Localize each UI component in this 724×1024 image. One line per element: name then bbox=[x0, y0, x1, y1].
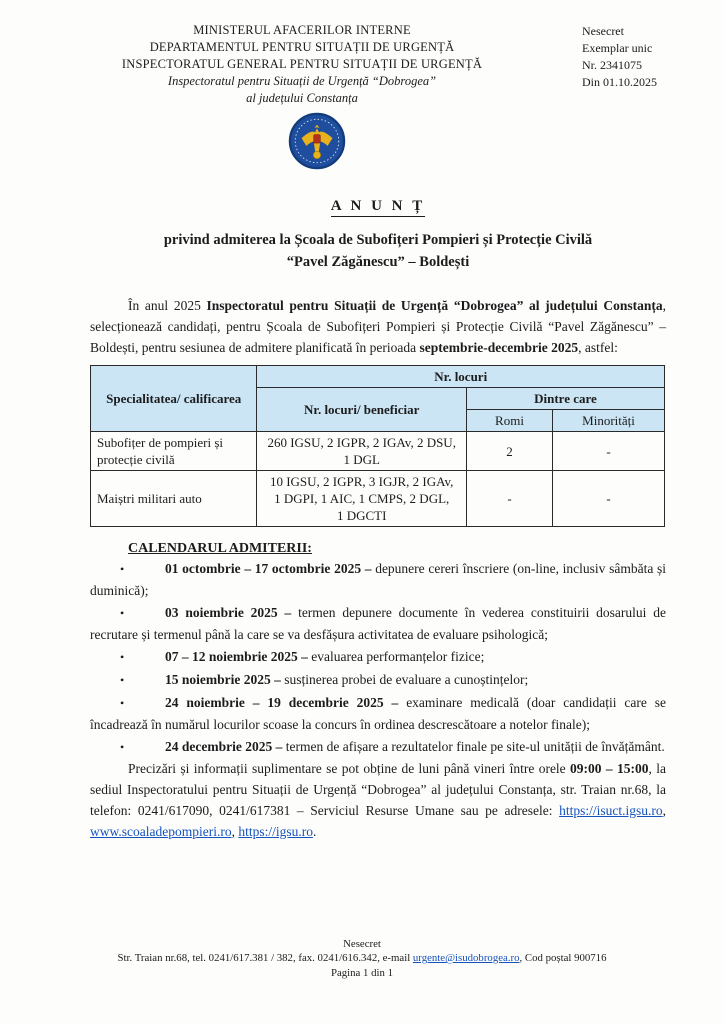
subtitle-line-1: privind admiterea la Școala de Subofițeri Pompieri și Protecție Civilă bbox=[163, 232, 593, 248]
beneficiary-line: 1 DGL bbox=[343, 452, 380, 467]
beneficiary-line: 1 DGPI, 1 AIC, 1 CMPS, 2 DGL, bbox=[274, 491, 450, 506]
county-line: al județului Constanța bbox=[246, 91, 358, 105]
department-line: DEPARTAMENTUL PENTRU SITUAȚII DE URGENȚĂ bbox=[149, 40, 455, 54]
link-igsu[interactable]: https://igsu.ro bbox=[238, 824, 313, 839]
contact-text-1: Precizări și informații suplimentare se pot obține de luni până vineri între orele bbox=[128, 761, 571, 776]
calendar-item bbox=[90, 736, 666, 758]
igsu-emblem-icon bbox=[288, 111, 346, 171]
specialty-cell: Subofițer de pompieri și protecție civilă bbox=[91, 432, 257, 471]
calendar-item bbox=[90, 558, 666, 601]
specialty-cell: Maiștri militari auto bbox=[91, 471, 257, 527]
col-header-minorities: Minorități bbox=[553, 410, 665, 432]
beneficiary-line: 1 DGCTI bbox=[336, 508, 387, 523]
bullet-icon: • bbox=[120, 606, 125, 620]
beneficiary-cell bbox=[257, 432, 467, 471]
title-block bbox=[90, 197, 666, 273]
bullet-icon: • bbox=[120, 673, 125, 687]
beneficiary-line: 260 IGSU, 2 IGPR, 2 IGAv, 2 DSU, bbox=[267, 435, 456, 450]
contact-hours: 09:00 – 15:00 bbox=[570, 761, 649, 776]
bullet-icon: • bbox=[120, 650, 125, 664]
inspectorate-line: Inspectoratul pentru Situații de Urgență “Dobrogea” bbox=[167, 74, 437, 88]
calendar-item-date: 24 decembrie 2025 – bbox=[165, 739, 286, 754]
calendar-item bbox=[90, 646, 666, 668]
document-header bbox=[90, 22, 666, 107]
intro-text-3: , astfel: bbox=[578, 340, 618, 355]
footer-address-line bbox=[0, 951, 724, 966]
intro-bold-authority: Inspectoratul pentru Situații de Urgență “Dobrogea” al județului Constanța bbox=[206, 298, 663, 313]
contact-text-2: , la sediul Inspectoratului pentru Situații de Urgență “Dobrogea” al județului Constanța, str. Traian nr.68, la telefon: 0241/617090, 0241/617381 – Serviciul Resurse Umane sau pe adresele: bbox=[90, 761, 666, 818]
calendar-item-date: 07 – 12 noiembrie 2025 – bbox=[165, 649, 312, 664]
registration-number: Nr. 2341075 bbox=[582, 58, 642, 72]
calendar-item-date: 24 noiembrie – 19 decembrie 2025 – bbox=[165, 695, 407, 710]
footer-classification: Nesecret bbox=[343, 937, 381, 950]
minorities-cell: - bbox=[553, 471, 665, 527]
bullet-icon: • bbox=[120, 562, 125, 576]
col-header-beneficiary: Nr. locuri/ beneficiar bbox=[257, 388, 467, 432]
classification-label: Nesecret bbox=[582, 24, 624, 38]
footer-email-link[interactable]: urgente@isudobrogea.ro bbox=[412, 952, 520, 964]
copy-label: Exemplar unic bbox=[582, 41, 653, 55]
calendar-item-text: evaluarea performanțelor fizice; bbox=[311, 649, 485, 664]
link-scoaladepompieri[interactable]: www.scoaladepompieri.ro bbox=[90, 824, 232, 839]
intro-text-1: În anul 2025 bbox=[128, 298, 207, 313]
subtitle-line-2: “Pavel Zăgănescu” – Boldești bbox=[286, 254, 470, 270]
ministry-line: MINISTERUL AFACERILOR INTERNE bbox=[193, 23, 411, 37]
col-header-romi: Romi bbox=[466, 410, 552, 432]
intro-text-2: , selecționează candidați, pentru Școala de Subofițeri Pompieri și Protecție Civilă “Pavel Zăgănescu” – Boldești, pentru sesiunea de admitere planificată în perioada bbox=[90, 298, 666, 355]
classification-block bbox=[582, 23, 674, 91]
page-title: A N U N Ț bbox=[331, 198, 426, 217]
col-header-seats: Nr. locuri bbox=[257, 366, 665, 388]
footer-address-pre: Str. Traian nr.68, tel. 0241/617.381 / 382, fax. 0241/616.342, e-mail bbox=[117, 952, 413, 964]
calendar-item-text: examinare medicală (doar candidații care se încadrează în numărul locurilor scoase la concurs în ordinea descrescătoare a notelor finale); bbox=[90, 695, 666, 732]
seats-table bbox=[90, 365, 665, 527]
document-footer bbox=[0, 937, 724, 981]
romi-cell: - bbox=[466, 471, 552, 527]
calendar-item-date: 01 octombrie – 17 octombrie 2025 – bbox=[165, 561, 376, 576]
calendar-item-text: susținerea probei de evaluare a cunoștințelor; bbox=[284, 672, 529, 687]
beneficiary-cell bbox=[257, 471, 467, 527]
calendar-item-date: 15 noiembrie 2025 – bbox=[165, 672, 285, 687]
link-isuct[interactable]: https://isuct.igsu.ro bbox=[559, 803, 663, 818]
col-header-specialty: Specialitatea/ calificarea bbox=[91, 366, 257, 432]
table-row bbox=[91, 432, 665, 471]
calendar-heading: CALENDARUL ADMITERII: bbox=[128, 541, 312, 556]
footer-page-number: Pagina 1 din 1 bbox=[330, 966, 394, 979]
minorities-cell: - bbox=[553, 432, 665, 471]
beneficiary-line: 10 IGSU, 2 IGPR, 3 IGJR, 2 IGAv, bbox=[269, 474, 454, 489]
col-header-among-which: Dintre care bbox=[466, 388, 664, 410]
calendar-item bbox=[90, 669, 666, 691]
romi-cell: 2 bbox=[466, 432, 552, 471]
registration-date: Din 01.10.2025 bbox=[582, 75, 657, 89]
page-subtitle bbox=[90, 229, 666, 273]
contact-text-4: , bbox=[231, 824, 239, 839]
bullet-icon: • bbox=[120, 740, 125, 754]
contact-paragraph bbox=[90, 758, 666, 842]
issuing-authority-block bbox=[116, 22, 488, 107]
calendar-item-text: termen depunere documente în vederea constituirii dosarului de recrutare și termenul până la care se va desfășura activitatea de evaluare psihologică; bbox=[90, 605, 666, 642]
footer-address-post: , Cod poștal 900716 bbox=[519, 952, 607, 964]
contact-text-3: , bbox=[662, 803, 666, 818]
intro-bold-period: septembrie-decembrie 2025 bbox=[419, 340, 579, 355]
calendar-item-date: 03 noiembrie 2025 – bbox=[165, 605, 299, 620]
calendar-item bbox=[90, 602, 666, 645]
table-row bbox=[91, 471, 665, 527]
intro-paragraph bbox=[90, 295, 666, 358]
calendar-item bbox=[90, 692, 666, 735]
inspectorate-general-line: INSPECTORATUL GENERAL PENTRU SITUAȚII DE URGENȚĂ bbox=[121, 57, 483, 71]
bullet-icon: • bbox=[120, 696, 125, 710]
contact-text-5: . bbox=[312, 824, 317, 839]
calendar-item-text: termen de afișare a rezultatelor finale pe site-ul unității de învățământ. bbox=[285, 739, 665, 754]
igsu-emblem-logo bbox=[288, 111, 346, 171]
calendar-item-text: depunere cereri înscriere (on-line, inclusiv sâmbăta și duminică); bbox=[90, 561, 666, 598]
